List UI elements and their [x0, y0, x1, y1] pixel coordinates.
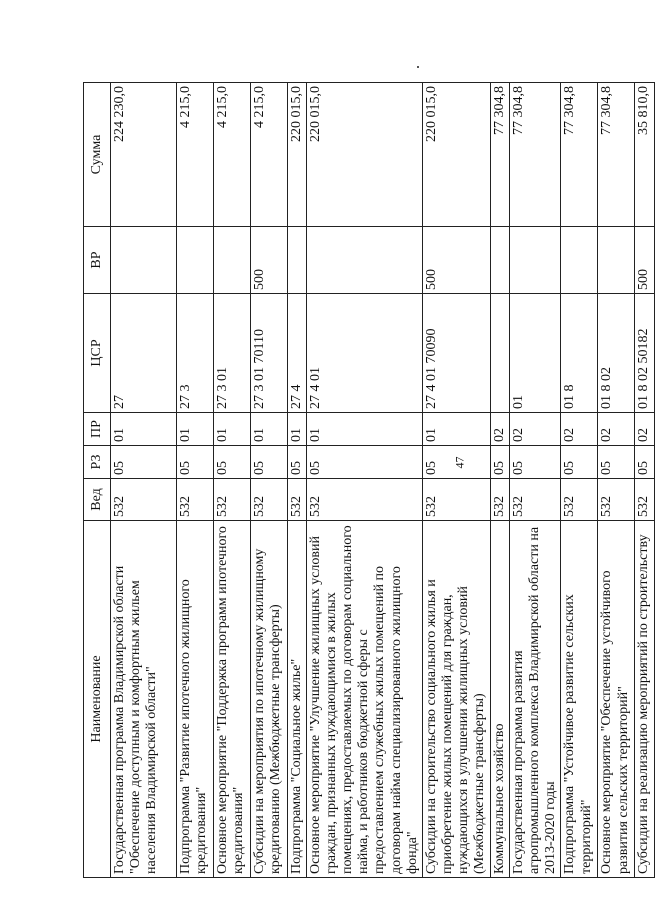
table-row: [598, 83, 635, 878]
cell-ved: 532: [510, 479, 561, 521]
header-sum: Сумма: [84, 83, 111, 227]
header-rz: РЗ: [84, 446, 111, 479]
cell-vr: [491, 227, 510, 294]
scan-speck: [417, 66, 419, 68]
cell-rz: 05: [288, 446, 307, 479]
cell-pr: 02: [491, 413, 510, 446]
cell-sum: 224 230,0: [111, 83, 177, 227]
cell-ved: 532: [288, 479, 307, 521]
cell-name: Коммунальное хозяйство: [491, 521, 510, 878]
table-row: [111, 83, 177, 878]
cell-name: Субсидии на мероприятия по ипотечному жилищному кредитованию (Межбюджетные трансферты): [251, 521, 288, 878]
cell-name: Основное мероприятие "Поддержка программ ипотечного кредитования": [214, 521, 251, 878]
cell-csr: 01 8: [561, 294, 598, 413]
cell-sum: 220 015,0: [423, 83, 491, 227]
cell-sum: 77 304,8: [510, 83, 561, 227]
cell-ved: 532: [491, 479, 510, 521]
cell-name: Основное мероприятие "Обеспечение устойчивого развития сельских территорий": [598, 521, 635, 878]
cell-csr: 27 4: [288, 294, 307, 413]
cell-vr: [598, 227, 635, 294]
budget-table: [83, 82, 655, 878]
cell-vr: [510, 227, 561, 294]
cell-rz: 05: [635, 446, 654, 479]
cell-ved: 532: [635, 479, 654, 521]
cell-pr: 01: [288, 413, 307, 446]
cell-rz: 05: [423, 446, 491, 479]
cell-ved: 532: [307, 479, 423, 521]
header-name: Наименование: [84, 521, 111, 878]
cell-sum: 220 015,0: [307, 83, 423, 227]
cell-sum: 4 215,0: [251, 83, 288, 227]
cell-pr: 01: [214, 413, 251, 446]
page-number: 47: [452, 456, 467, 469]
cell-vr: [307, 227, 423, 294]
cell-csr: 27 3 01 70110: [251, 294, 288, 413]
cell-sum: 77 304,8: [598, 83, 635, 227]
cell-vr: [561, 227, 598, 294]
cell-name: Подпрограмма "Устойчивое развитие сельских территорий": [561, 521, 598, 878]
cell-ved: 532: [598, 479, 635, 521]
cell-rz: 05: [510, 446, 561, 479]
cell-name: Подпрограмма "Развитие ипотечного жилищного кредитования": [177, 521, 214, 878]
cell-name: Государственная программа Владимирской области "Обеспечение доступным и комфортным жильем населения Владимирской области": [111, 521, 177, 878]
cell-vr: 500: [423, 227, 491, 294]
cell-name: Подпрограмма "Социальное жилье": [288, 521, 307, 878]
cell-rz: 05: [598, 446, 635, 479]
table-header-row: [84, 83, 111, 878]
cell-pr: 02: [598, 413, 635, 446]
cell-rz: 05: [561, 446, 598, 479]
cell-csr: 27: [111, 294, 177, 413]
cell-rz: 05: [491, 446, 510, 479]
cell-vr: [111, 227, 177, 294]
cell-pr: 01: [423, 413, 491, 446]
rotated-page: [83, 83, 652, 878]
table-row: [510, 83, 561, 878]
cell-vr: [214, 227, 251, 294]
table-row: [288, 83, 307, 878]
table-row: [177, 83, 214, 878]
cell-vr: 500: [635, 227, 654, 294]
cell-ved: 532: [111, 479, 177, 521]
cell-csr: 01 8 02 50182: [635, 294, 654, 413]
table-row: [491, 83, 510, 878]
cell-pr: 02: [561, 413, 598, 446]
table-row: [214, 83, 251, 878]
cell-name: Государственная программа развития агропромышленного комплекса Владимирской области на 2013-2020 годы: [510, 521, 561, 878]
cell-name: Субсидии на реализацию мероприятий по строительству: [635, 521, 654, 878]
cell-csr: 01 8 02: [598, 294, 635, 413]
cell-rz: 05: [307, 446, 423, 479]
cell-rz: 05: [214, 446, 251, 479]
cell-vr: 500: [251, 227, 288, 294]
cell-rz: 05: [251, 446, 288, 479]
table-row: [635, 83, 654, 878]
cell-sum: 220 015,0: [288, 83, 307, 227]
header-vr: ВР: [84, 227, 111, 294]
cell-sum: 4 215,0: [177, 83, 214, 227]
cell-pr: 02: [510, 413, 561, 446]
cell-csr: 01: [510, 294, 561, 413]
cell-sum: 4 215,0: [214, 83, 251, 227]
cell-csr: 27 3: [177, 294, 214, 413]
header-csr: ЦСР: [84, 294, 111, 413]
cell-name: Субсидии на строительство социального жилья и приобретение жилых помещений для граждан, нуждающихся в улучшении жилищных условий (Межбюджетные трансферты): [423, 521, 491, 878]
cell-name: Основное мероприятие "Улучшение жилищных условий граждан, признанных нуждающимися в жилых помещениях, предоставляемых по договорам социального найма, и работников бюджетной сферы с предоставлением служебных жилых помещений по договорам найма специализированного жилищного фонда": [307, 521, 423, 878]
cell-csr: 27 4 01 70090: [423, 294, 491, 413]
cell-csr: 27 4 01: [307, 294, 423, 413]
cell-rz: 05: [177, 446, 214, 479]
cell-ved: 532: [423, 479, 491, 521]
table-row: [423, 83, 491, 878]
cell-sum: 35 810,0: [635, 83, 654, 227]
header-ved: Вед: [84, 479, 111, 521]
table-row: [251, 83, 288, 878]
cell-csr: [491, 294, 510, 413]
cell-vr: [177, 227, 214, 294]
cell-pr: 01: [111, 413, 177, 446]
table-row: [561, 83, 598, 878]
cell-sum: 77 304,8: [491, 83, 510, 227]
cell-rz: 05: [111, 446, 177, 479]
cell-pr: 02: [635, 413, 654, 446]
cell-pr: 01: [307, 413, 423, 446]
cell-vr: [288, 227, 307, 294]
cell-ved: 532: [214, 479, 251, 521]
cell-sum: 77 304,8: [561, 83, 598, 227]
table-row: [307, 83, 423, 878]
cell-csr: 27 3 01: [214, 294, 251, 413]
header-pr: ПР: [84, 413, 111, 446]
cell-ved: 532: [251, 479, 288, 521]
cell-ved: 532: [561, 479, 598, 521]
cell-pr: 01: [251, 413, 288, 446]
cell-ved: 532: [177, 479, 214, 521]
cell-pr: 01: [177, 413, 214, 446]
